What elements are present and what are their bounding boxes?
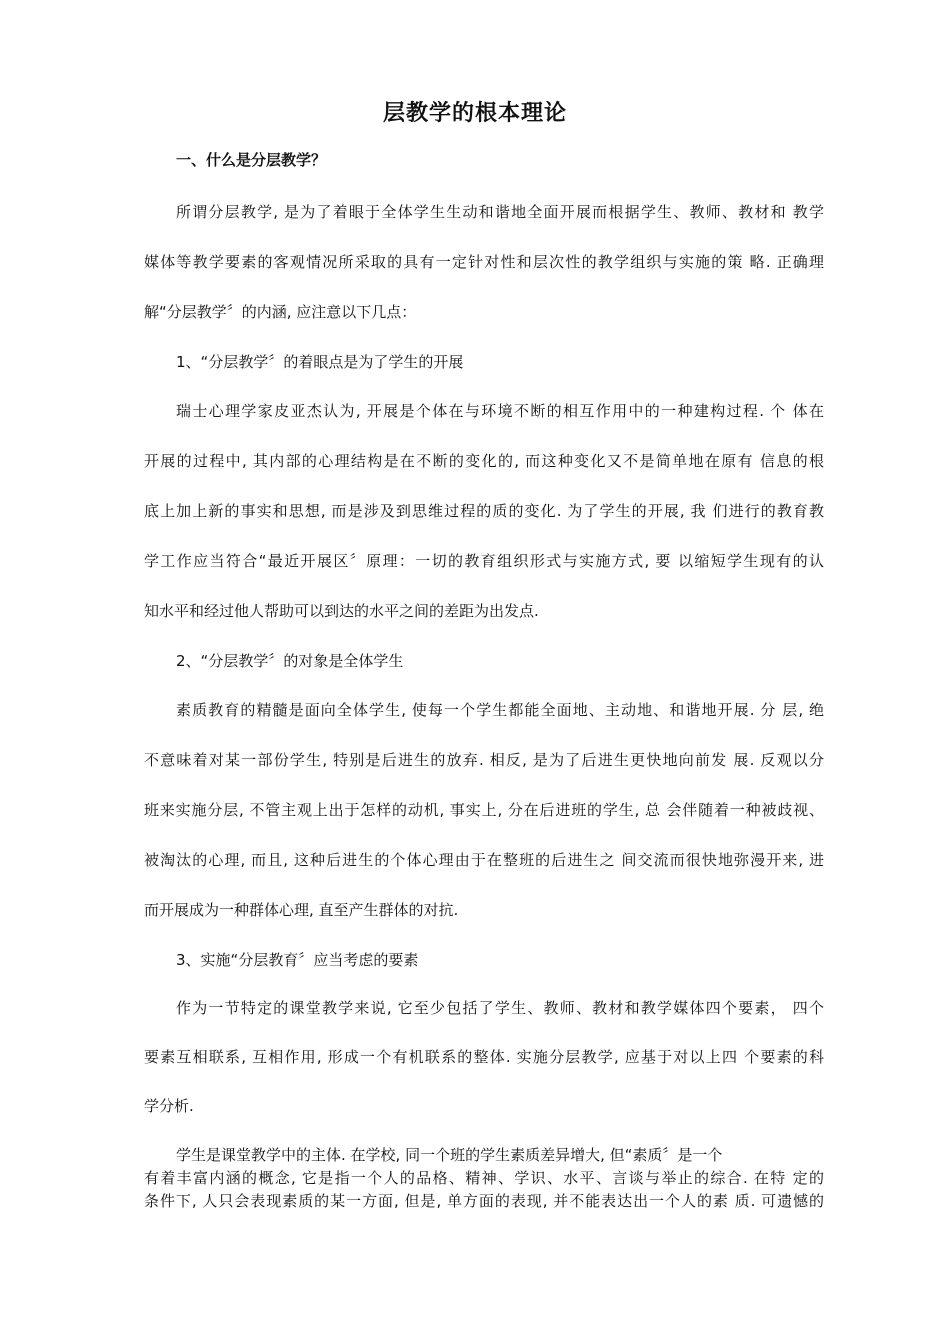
paragraph-line: 瑞士心理学家皮亚杰认为, 开展是个体在与环境不断的相互作用中的一种建构过程. 个 体在	[176, 402, 824, 420]
paragraph-line: 要素互相联系, 互相作用, 形成一个有机联系的整体. 实施分层教学, 应基于对以上四 个要素的科	[144, 1048, 824, 1066]
paragraph-line: 媒体等教学要素的客观情况所采取的具有一定针对性和层次性的教学组织与实施的策 略. 正确理	[144, 253, 824, 271]
paragraph-line: 学分析.	[144, 1097, 194, 1115]
paragraph-line: 有着丰富内涵的概念, 它是指一个人的品格、精神、学识、水平、言谈与举止的综合. 在特 定的	[144, 1169, 824, 1187]
paragraph-line: 素质教育的精髓是面向全体学生, 使每一个学生都能全面地、主动地、和谐地开展. 分 层, 绝	[176, 701, 824, 719]
subsection-heading: 1、“分层教学〞的着眼点是为了学生的开展	[176, 353, 464, 371]
paragraph-line: 学工作应当符合“最近开展区〞原理：一切的教育组织形式与实施方式, 要 以缩短学生现有的认	[144, 552, 824, 570]
paragraph-line: 作为一节特定的课堂教学来说, 它至少包括了学生、教师、教材和教学媒体四个要素， 四个	[176, 999, 824, 1017]
paragraph-line: 班来实施分层, 不管主观上出于怎样的动机, 事实上, 分在后进班的学生, 总 会伴随着一种被歧视、	[144, 801, 824, 819]
paragraph-line: 解“分层教学〞的内涵, 应注意以下几点：	[144, 303, 417, 321]
document-title: 层教学的根本理论	[382, 101, 567, 126]
paragraph-line: 所谓分层教学, 是为了着眼于全体学生生动和谐地全面开展而根据学生、教师、教材和 教学	[176, 203, 824, 221]
subsection-heading: 2、“分层教学〞的对象是全体学生	[176, 652, 404, 670]
paragraph-line: 学生是课堂教学中的主体. 在学校, 同一个班的学生素质差异增大, 但“素质〞是一个	[176, 1146, 723, 1164]
paragraph-line: 不意味着对某一部份学生, 特别是后进生的放弃. 相反, 是为了后进生更快地向前发 展. 反观以分	[144, 751, 824, 769]
subsection-heading: 3、实施“分层教育〞应当考虑的要素	[176, 951, 419, 969]
paragraph-line: 条件下, 人只会表现素质的某一方面, 但是, 单方面的表现, 并不能表达出一个人的素 质. 可遗憾的	[144, 1192, 824, 1210]
section-heading: 一、什么是分层教学？	[176, 151, 327, 169]
paragraph-line: 底上加上新的事实和思想, 而是涉及到思维过程的质的变化. 为了学生的开展, 我 们进行的教育教	[144, 502, 824, 520]
paragraph-line: 知水平和经过他人帮助可以到达的水平之间的差距为出发点.	[144, 602, 539, 620]
paragraph-line: 开展的过程中, 其内部的心理结构是在不断的变化的, 而这种变化又不是简单地在原有 信息的根	[144, 452, 824, 470]
paragraph-line: 而开展成为一种群体心理, 直至产生群体的对抗.	[144, 901, 459, 919]
paragraph-line: 被淘汰的心理, 而且, 这种后进生的个体心理由于在整班的后进生之 间交流而很快地弥漫开来, 进	[144, 851, 824, 869]
